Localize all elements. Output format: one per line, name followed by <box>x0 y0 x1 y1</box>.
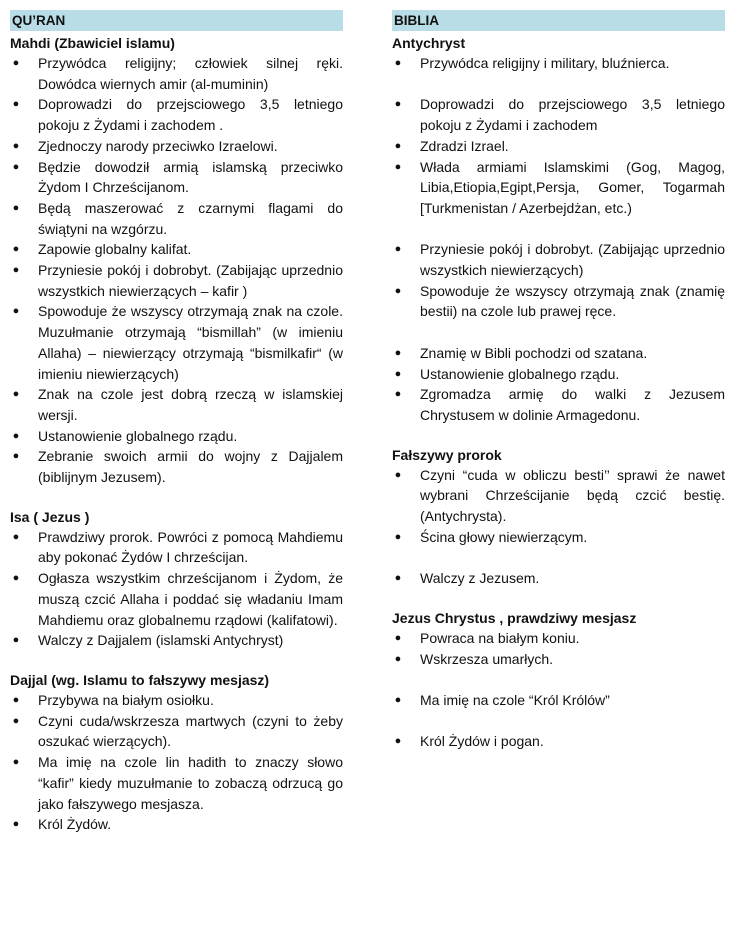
bullet-icon: ● <box>394 735 402 748</box>
bullet-icon: ● <box>12 634 20 647</box>
list-item-text: Ma imię na czole lin hadith to znaczy słowo “kafir” kiedy muzułmanie to zobaczą odrzucą go jako fałszywego mesjasza. <box>38 754 343 812</box>
list-item-text: Ścina głowy niewierzącym. <box>420 528 588 545</box>
list-item <box>392 465 725 527</box>
bullet-icon: ● <box>394 693 402 706</box>
bullet-icon: ● <box>394 243 402 256</box>
list-item <box>10 53 343 94</box>
list-item <box>392 568 725 589</box>
list-item-text: Czyni “cuda w obliczu besti’’ sprawi że nawet wybrani Chrześcijanie będą czcić bestię. (Antychrysta). <box>420 466 725 525</box>
list-item-text: Będą maszerować z czarnymi flagami do świątyni na wzgórzu. <box>38 199 343 237</box>
bullet-icon: ● <box>12 201 20 214</box>
blank-line <box>392 74 725 95</box>
blank-line <box>392 711 725 732</box>
list-item <box>10 426 343 447</box>
right-sections <box>392 33 725 752</box>
bullet-icon: ● <box>12 429 20 442</box>
bullet-icon: ● <box>12 264 20 277</box>
bible-column <box>392 10 725 752</box>
list-item <box>10 260 343 301</box>
list-item <box>392 136 725 157</box>
list-item <box>392 384 725 425</box>
list-item-text: Walczy z Jezusem. <box>420 570 540 587</box>
bullet-icon: ● <box>394 530 402 543</box>
list-item <box>10 384 343 425</box>
quran-column <box>10 10 343 835</box>
blank-line <box>392 669 725 690</box>
list-item <box>10 136 343 157</box>
bullet-icon: ● <box>394 57 402 69</box>
list-item <box>10 94 343 135</box>
bullet-icon: ● <box>12 818 20 831</box>
bullet-icon: ● <box>394 160 402 173</box>
list-item-text: Król Żydów. <box>38 816 112 833</box>
bullet-list <box>392 465 725 589</box>
bullet-icon: ● <box>12 388 20 401</box>
bullet-list <box>10 53 343 488</box>
bullet-icon: ● <box>12 305 20 318</box>
bullet-icon: ● <box>12 57 20 69</box>
bullet-icon: ● <box>394 388 402 401</box>
list-item <box>10 711 343 752</box>
list-item-text: Włada armiami Islamskimi (Gog, Magog, Libia,Etiopia,Egipt,Persja, Gomer, Togarmah [Turkmenistan / Azerbejdżan, etc.) <box>420 158 725 216</box>
list-item-text: Przyniesie pokój i dobrobyt. (Zabijając uprzednio wszystkich niewierzących) <box>420 241 725 278</box>
list-item-text: Doprowadzi do przejsciowego 3,5 letniego pokoju z Żydami i zachodem . <box>38 96 343 134</box>
bullet-icon: ● <box>394 367 402 380</box>
list-item-text: Czyni cuda/wskrzesza martwych (czyni to żeby oszukać wierzących). <box>38 712 343 750</box>
bullet-list <box>10 527 343 651</box>
list-item-text: Znamię w Bibli pochodzi od szatana. <box>420 344 648 361</box>
list-item-text: Znak na czole jest dobrą rzeczą w islamskiej wersji. <box>38 386 343 423</box>
bullet-list <box>392 53 725 426</box>
list-item <box>10 527 343 568</box>
section-title: Fałszywy prorok <box>392 446 502 463</box>
column-header: QU’RAN <box>10 10 343 31</box>
blank-line <box>392 547 725 568</box>
bullet-icon: ● <box>394 98 402 111</box>
bullet-icon: ● <box>12 714 20 727</box>
bullet-icon: ● <box>394 468 402 481</box>
bullet-icon: ● <box>394 572 402 585</box>
bullet-list <box>392 628 725 752</box>
list-item-text: Powraca na białym koniu. <box>420 629 580 646</box>
list-item <box>392 364 725 385</box>
list-item <box>392 239 725 280</box>
list-item-text: Przywódca religijny i military, bluźnierca. <box>420 55 670 71</box>
list-item <box>392 157 725 219</box>
section-spacer <box>392 589 725 608</box>
list-item <box>392 649 725 670</box>
list-item <box>10 198 343 239</box>
bullet-icon: ● <box>394 631 402 644</box>
bullet-icon: ● <box>12 450 20 463</box>
list-item <box>10 239 343 260</box>
list-item-text: Zapowie globalny kalifat. <box>38 241 192 258</box>
list-item-text: Ogłasza wszystkim chrześcijanom i Żydom, że muszą czcić Allaha i poddać się władaniu Imam Mahdiemu oraz globalnemu rządowi (kalifatowi). <box>38 570 343 628</box>
list-item-text: Przywódca religijny; człowiek silnej ręki. Dowódca wiernych amir (al-muminin) <box>38 55 343 92</box>
blank-line <box>392 219 725 240</box>
list-item-text: Zjednoczy narody przeciwko Izraelowi. <box>38 137 278 154</box>
list-item <box>392 94 725 135</box>
section-spacer <box>10 488 343 507</box>
list-item-text: Król Żydów i pogan. <box>420 733 544 750</box>
bullet-icon: ● <box>394 346 402 359</box>
bullet-icon: ● <box>12 530 20 543</box>
list-item-text: Wskrzesza umarłych. <box>420 650 554 667</box>
left-sections <box>10 33 343 835</box>
section-title: Mahdi (Zbawiciel islamu) <box>10 35 175 51</box>
bullet-icon: ● <box>12 160 20 173</box>
section-spacer <box>10 651 343 670</box>
list-item <box>392 690 725 711</box>
list-item <box>392 281 725 322</box>
list-item <box>392 53 725 74</box>
bullet-icon: ● <box>12 572 20 585</box>
list-item <box>10 630 343 651</box>
section-spacer <box>392 426 725 445</box>
bullet-icon: ● <box>394 284 402 297</box>
list-item-text: Ustanowienie globalnego rządu. <box>38 427 238 444</box>
list-item-text: Ustanowienie globalnego rządu. <box>420 365 620 382</box>
list-item-text: Prawdziwy prorok. Powróci z pomocą Mahdiemu aby pokonać Żydów I chrześcijan. <box>38 528 343 566</box>
bullet-icon: ● <box>394 652 402 665</box>
list-item-text: Zgromadza armię do walki z Jezusem Chrystusem w dolinie Armagedonu. <box>420 386 725 423</box>
bullet-icon: ● <box>12 693 20 706</box>
list-item <box>10 301 343 384</box>
bullet-icon: ● <box>12 139 20 152</box>
list-item-text: Ma imię na czole “Król Królów” <box>420 691 610 708</box>
list-item-text: Zdradzi Izrael. <box>420 137 509 154</box>
list-item-text: Zebranie swoich armii do wojny z Dajjalem (biblijnym Jezusem). <box>38 448 343 486</box>
blank-line <box>392 322 725 343</box>
list-item <box>10 446 343 487</box>
list-item <box>392 527 725 548</box>
section-title: Isa ( Jezus ) <box>10 508 90 525</box>
list-item-text: Doprowadzi do przejsciowego 3,5 letniego pokoju z Żydami i zachodem <box>420 96 725 134</box>
bullet-icon: ● <box>12 243 20 256</box>
section-title: Antychryst <box>392 35 466 51</box>
list-item <box>392 731 725 752</box>
list-item-text: Spowoduje że wszyscy otrzymają znak (znamię bestii) na czole lub prawej ręce. <box>420 282 725 320</box>
column-header: BIBLIA <box>392 10 725 31</box>
list-item-text: Przyniesie pokój i dobrobyt. (Zabijając uprzednio wszystkich niewierzących – kafir ) <box>38 262 343 299</box>
section-title: Jezus Chrystus , prawdziwy mesjasz <box>392 609 637 626</box>
list-item-text: Spowoduje że wszyscy otrzymają znak na czole. Muzułmanie otrzymają “bismillah” (w imieniu Allaha) – niewierzący otrzymają “bismilkafir“ (w imieniu niewierzących) <box>38 303 343 382</box>
bullet-icon: ● <box>12 756 20 769</box>
list-item-text: Walczy z Dajjalem (islamski Antychryst) <box>38 632 284 649</box>
list-item <box>10 690 343 711</box>
list-item <box>10 568 343 630</box>
list-item <box>10 157 343 198</box>
list-item-text: Przybywa na białym osiołku. <box>38 691 214 708</box>
bullet-list <box>10 690 343 835</box>
list-item <box>392 343 725 364</box>
bullet-icon: ● <box>394 139 402 152</box>
list-item <box>10 752 343 814</box>
list-item <box>10 814 343 835</box>
list-item <box>392 628 725 649</box>
list-item-text: Będzie dowodził armią islamską przeciwko Żydom I Chrześcijanom. <box>38 158 343 196</box>
bullet-icon: ● <box>12 98 20 111</box>
section-title: Dajjal (wg. Islamu to fałszywy mesjasz) <box>10 671 270 688</box>
